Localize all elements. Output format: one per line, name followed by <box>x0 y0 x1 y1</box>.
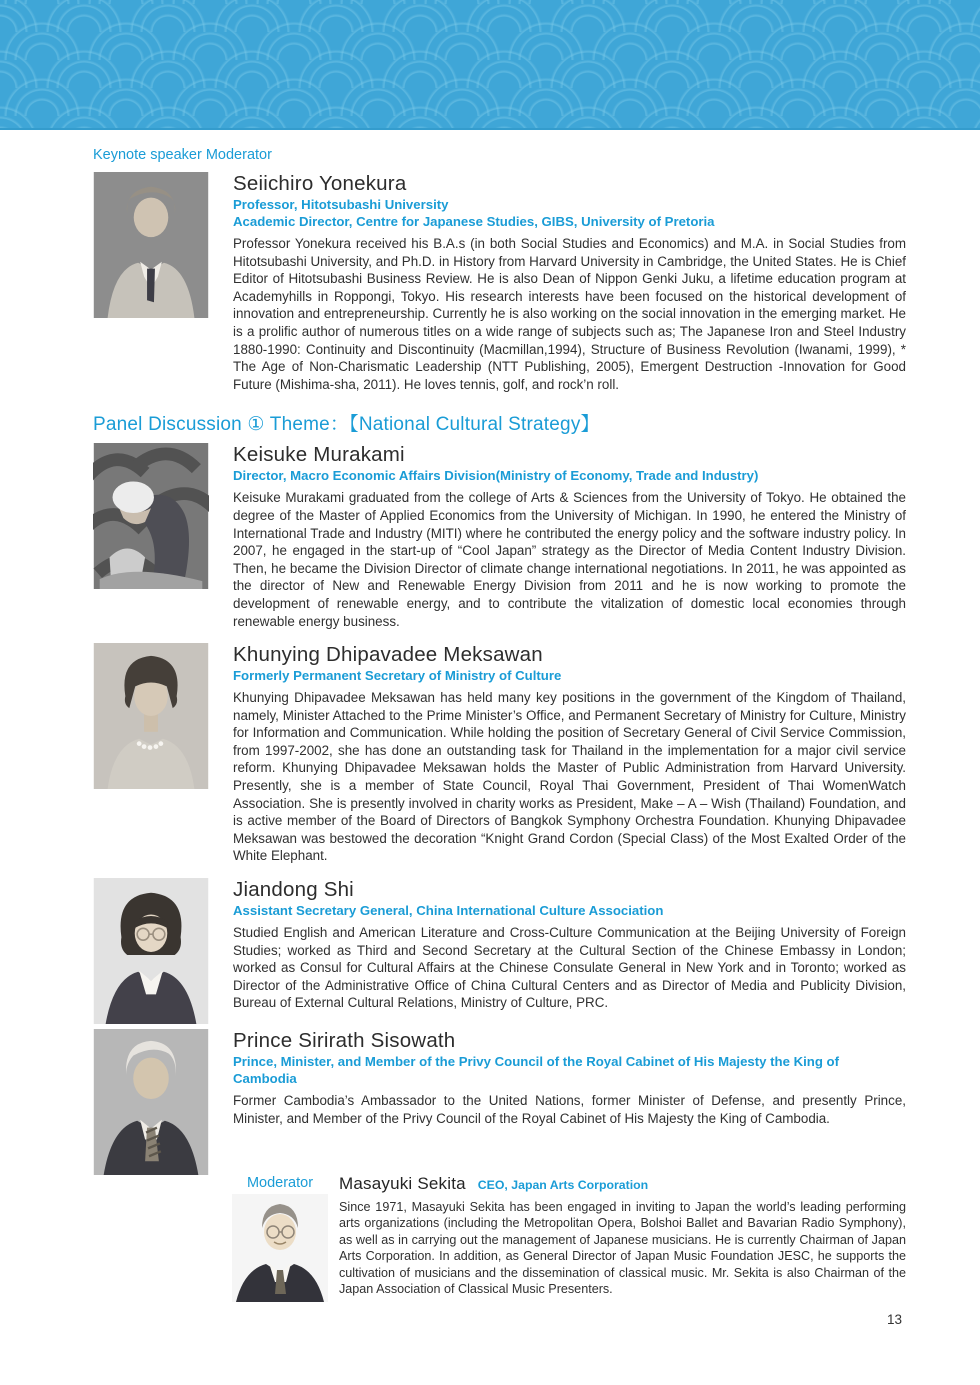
moderator-name: Masayuki Sekita <box>339 1174 466 1194</box>
moderator-label: Moderator <box>246 1175 314 1192</box>
panel-section-heading: Panel Discussion ① Theme：【National Cultural Strategy】 <box>93 414 600 436</box>
speaker-name: Prince Sirirath Sisowath <box>233 1029 456 1053</box>
speaker-title: Professor, Hitotsubashi University <box>233 197 449 212</box>
decorative-wave-banner <box>0 0 980 130</box>
speaker-text-murakami <box>233 443 906 630</box>
speaker-section-meksawan <box>93 643 906 865</box>
speaker-bio: Khunying Dhipavadee Meksawan has held many key positions in the government of the Kingdom of Thailand, namely, Minister Attached to the Prime Minister’s Office, and Permanent Secretary of Ministry for Culture, Ministry for Information and Communication. While holding the position of Secretary General of Civil Service Commission, from 1997-2002, she has done an outstanding task for Thailand in the implementation for a major civil service reform. Khunying Dhipavadee Meksawan holds the Master of Public Administration from Harvard University. Presently, she is a member of State Council, Royal Thai Government, President of Thai WomenWatch Association. She is presently involved in charity works as President, Make – A – Wish (Thailand) Foundation, and is active member of the Board of Directors of Bangkok Symphony Orchestra Foundation. Khunying Dhipavadee Meksawan was bestowed the decoration “Knight Grand Cordon (Special Class) of the Most Exalted Order of the White Elephant. <box>233 690 906 864</box>
speaker-section-sisowath <box>93 1029 906 1175</box>
moderator-section <box>232 1174 906 1302</box>
speaker-photo-murakami <box>93 443 209 589</box>
speaker-bio: Professor Yonekura received his B.A.s (in both Social Studies and Economics) and M.A. in Social Studies from Hitotsubashi University, and Ph.D. in History from Harvard University in Cambridge, the United States. He is Chief Editor of Hitotsubashi Business Review. He is also Dean of Nippon Genki Juku, a lifetime education program at Academyhills in Roppongi, Tokyo. His research interests have been focused on the historical development of innovation and entrepreneurship. Currently he is also working on the social innovation in the emerging market. He is a prolific author of numerous titles on a wide range of subjects such as; The Japanese Iron and Steel Industry 1880-1990: Continuity and Discontinuity (Macmillan,1994), Structure of Business Revolution (Iwanami, 1999), * The Age of Non-Charismatic Leadership (NTT Publishing, 2005), Emergent Destruction -Innovation for Good Future (Mishima-sha, 2011). He loves tennis, golf, and rock’n roll. <box>233 236 906 392</box>
speaker-text-yonekura <box>233 172 906 393</box>
speaker-photo-sisowath <box>93 1029 209 1175</box>
speaker-section-murakami <box>93 443 906 630</box>
speaker-text-shi <box>233 878 906 1024</box>
moderator-title: CEO, Japan Arts Corporation <box>477 1178 649 1193</box>
speaker-text-sisowath <box>233 1029 906 1175</box>
moderator-photo-sekita <box>232 1194 328 1302</box>
speaker-name: Seiichiro Yonekura <box>233 172 407 195</box>
speaker-photo-yonekura <box>93 172 209 318</box>
moderator-bio: Since 1971, Masayuki Sekita has been engaged in inviting to Japan the world’s leading performing arts organizations (including the Metropolitan Opera, Bolshoi Ballet and Bavarian Radio Symphony), as well as in carrying out the management of Japanese musicians. He is currently Chairman of Japan Arts Corporation. In addition, as General Director of Japan Music Foundation JESC, he supports the cultivation of musicians and the dissemination of classical music. Mr. Sekita is also Chairman of the Japan Association of Classical Music Presenters. <box>339 1200 906 1297</box>
speaker-name: Jiandong Shi <box>233 878 354 902</box>
speaker-bio: Keisuke Murakami graduated from the college of Arts & Sciences from the University of Tokyo. He obtained the degree of the Master of Applied Economics from the University of Michigan. In 1990, he entered the Ministry of International Trade and Industry (MITI) where he contributed the energy policy and the software industry policy. In 2007, he engaged in the start-up of “Cool Japan” strategy as the Director of Media Content Industry Division. Then, he became the Division Director of climate change international negotiations. In 2011, he was appointed as the director of New and Renewable Energy Division from 2011 and he is now working to promote the development of renewable energy, and to contribute the vitalization of domestic local economies through renewable energy business. <box>233 490 906 629</box>
speaker-name: Keisuke Murakami <box>233 443 405 467</box>
page-number: 13 <box>886 1312 902 1327</box>
speaker-title: Formerly Permanent Secretary of Ministry of Culture <box>233 668 562 684</box>
moderator-text <box>339 1174 906 1302</box>
speaker-section-yonekura <box>93 172 906 393</box>
speaker-text-meksawan <box>233 643 906 865</box>
speaker-title: Assistant Secretary General, China International Culture Association <box>233 903 664 919</box>
speaker-bio: Former Cambodia’s Ambassador to the United Nations, former Minister of Defense, and presently Prince, Minister, and Member of the Privy Council of the Royal Cabinet of His Majesty the King of Cambodia. <box>233 1093 906 1126</box>
speaker-name: Khunying Dhipavadee Meksawan <box>233 643 543 667</box>
keynote-section-heading: Keynote speaker Moderator <box>93 147 272 163</box>
speaker-title: Academic Director, Centre for Japanese Studies, GIBS, University of Pretoria <box>233 214 715 229</box>
speaker-bio: Studied English and American Literature and Cross-Culture Communication at the Beijing University of Foreign Studies; worked as Third and Second Secretary at the Cultural Section of the Chinese Embassy in London; worked as Consul for Cultural Affairs at the Chinese Consulate General in New York and in Toronto; worked as Director of the Administrative Office of China Cultural Centers and as Director of Media and Publicity Division, Bureau of External Cultural Relations, Ministry of Culture, PRC. <box>233 925 906 1011</box>
moderator-name-row <box>339 1174 906 1195</box>
speaker-photo-shi <box>93 878 209 1024</box>
moderator-photo-column <box>232 1174 328 1302</box>
speaker-photo-meksawan <box>93 643 209 789</box>
speaker-section-shi <box>93 878 906 1024</box>
speaker-title: Prince, Minister, and Member of the Privy Council of the Royal Cabinet of His Majesty the King of Cambodia <box>233 1054 839 1087</box>
speaker-title: Director, Macro Economic Affairs Division(Ministry of Economy, Trade and Industry) <box>233 468 759 484</box>
content <box>0 147 980 1302</box>
